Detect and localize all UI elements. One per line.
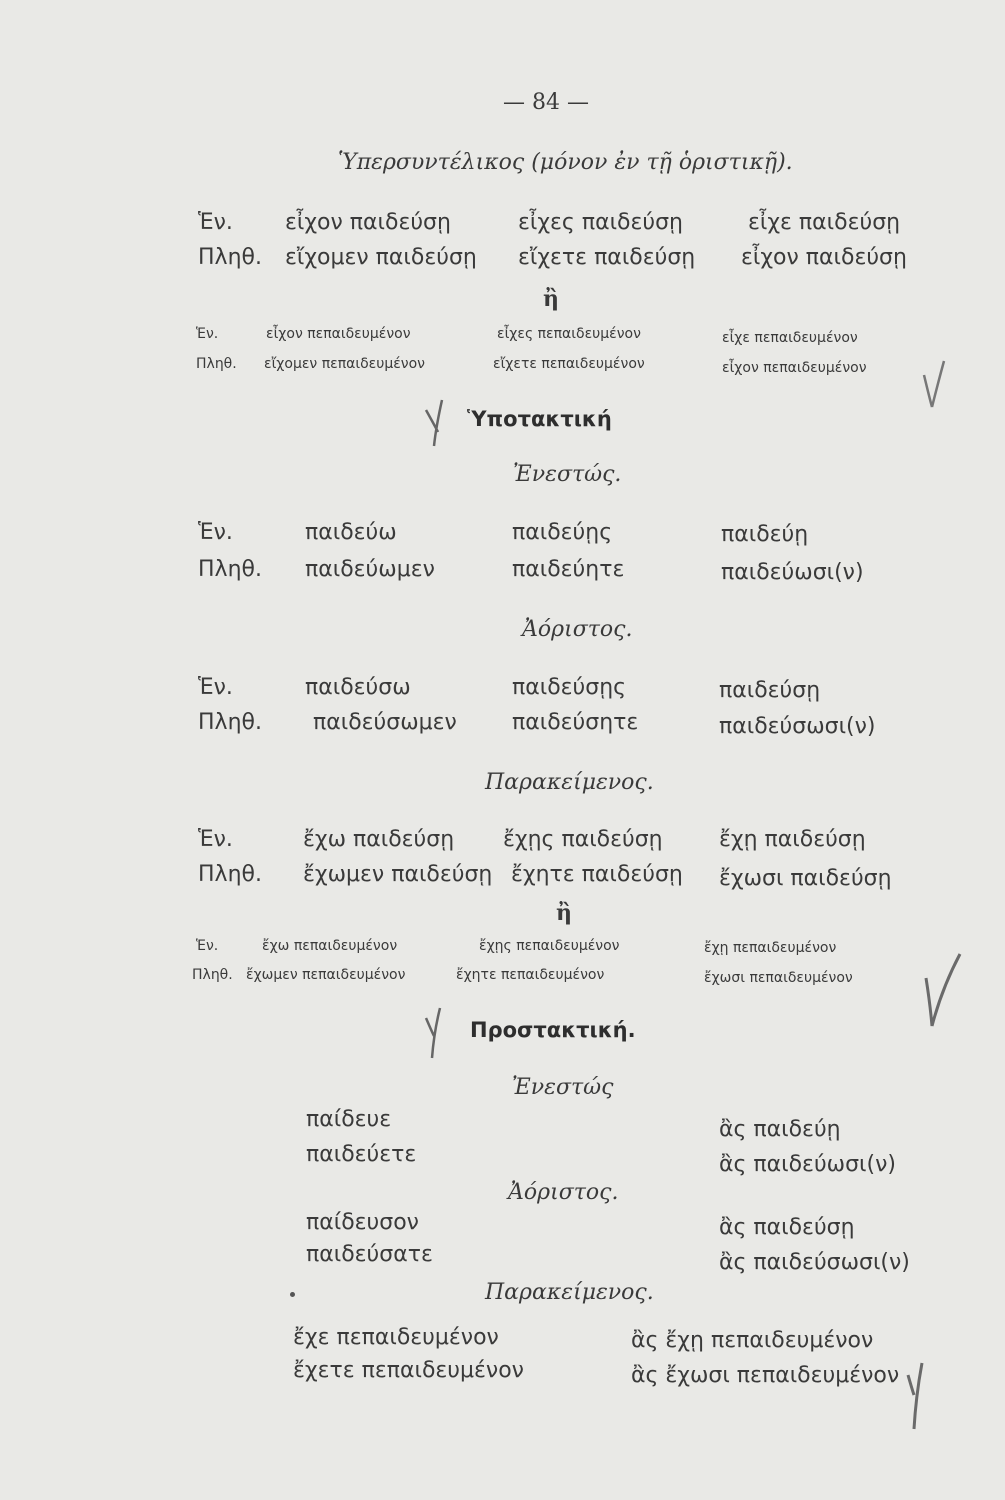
subj-present-pl-label: Πληθ. [198, 557, 262, 582]
pluperfect-alt-pl-1: εἴχομεν πεπαιδευμένον [264, 356, 426, 372]
subj-present-sg-3: παιδεύῃ [721, 522, 809, 547]
subj-perfect-alt-sg-label: Ἑν. [196, 938, 219, 954]
imp-present-left-2: παιδεύετε [306, 1142, 417, 1167]
subj-present-sg-label: Ἑν. [198, 520, 233, 545]
imp-aorist-right-2: ἂς παιδεύσωσι(ν) [719, 1250, 910, 1275]
imp-present-right-1: ἂς παιδεύῃ [719, 1117, 841, 1142]
imperative-heading: Προστακτική. [470, 1018, 636, 1042]
subj-aorist-pl-1: παιδεύσωμεν [313, 710, 457, 735]
pluperfect-sg-2: εἶχες παιδεύσῃ [518, 210, 683, 235]
pencil-check-mark [904, 1355, 930, 1435]
subj-perfect-alt-pl-3: ἔχωσι πεπαιδευμένον [704, 970, 853, 986]
subj-aorist-sg-2: παιδεύσῃς [512, 675, 627, 700]
imp-perfect-left-1: ἔχε πεπαιδευμένον [293, 1325, 499, 1350]
pluperfect-alt-sg-2: εἶχες πεπαιδευμένον [497, 326, 641, 342]
ink-speck [290, 1292, 295, 1297]
subj-present-pl-1: παιδεύωμεν [305, 557, 435, 582]
imp-present-left-1: παίδευε [306, 1107, 392, 1132]
pluperfect-pl-3: εἶχον παιδεύσῃ [741, 245, 907, 270]
subj-aorist-sg-label: Ἑν. [198, 675, 233, 700]
subj-perfect-pl-3: ἔχωσι παιδεύσῃ [719, 866, 892, 891]
pluperfect-sg-1: εἶχον παιδεύσῃ [285, 210, 451, 235]
subj-aorist-pl-label: Πληθ. [198, 710, 262, 735]
subj-perfect-sg-1: ἔχω παιδεύσῃ [303, 827, 455, 852]
subjunctive-heading: Ὑποτακτική [467, 407, 612, 431]
subj-perfect-pl-label: Πληθ. [198, 862, 262, 887]
subj-perfect-alt-pl-1: ἔχωμεν πεπαιδευμένον [246, 967, 406, 983]
pencil-check-mark [420, 1002, 450, 1062]
pencil-check-mark [420, 392, 454, 452]
pluperfect-alt-sg-label: Ἑν. [196, 326, 219, 342]
subj-perfect-alt-sg-3: ἔχῃ πεπαιδευμένον [704, 940, 837, 956]
page-number: — 84 — [503, 90, 589, 115]
imp-aorist-left-1: παίδευσον [306, 1210, 419, 1235]
pluperfect-alt-pl-3: εἶχον πεπαιδευμένον [722, 360, 867, 376]
subj-perfect-alt-pl-label: Πληθ. [192, 967, 233, 983]
imp-present-right-2: ἂς παιδεύωσι(ν) [719, 1152, 896, 1177]
pluperfect-alt-pl-2: εἴχετε πεπαιδευμένον [493, 356, 645, 372]
subj-aorist-pl-2: παιδεύσητε [512, 710, 639, 735]
pluperfect-or: ἢ [543, 286, 559, 312]
subj-perfect-pl-1: ἔχωμεν παιδεύσῃ [303, 862, 493, 887]
imp-perfect-right-2: ἂς ἔχωσι πεπαιδευμένον [631, 1363, 900, 1388]
imp-perfect-left-2: ἔχετε πεπαιδευμένον [293, 1358, 524, 1383]
subj-present-sg-1: παιδεύω [305, 520, 397, 545]
imp-aorist-left-2: παιδεύσατε [306, 1242, 433, 1267]
subj-perfect-alt-pl-2: ἔχητε πεπαιδευμένον [456, 967, 605, 983]
subj-aorist-sg-3: παιδεύσῃ [719, 678, 821, 703]
imperative-aorist-title: Ἀόριστος. [508, 1180, 619, 1205]
pencil-check-mark [920, 948, 970, 1038]
pluperfect-alt-pl-label: Πληθ. [196, 356, 237, 372]
pluperfect-pl-1: εἴχομεν παιδεύσῃ [285, 245, 477, 270]
pluperfect-alt-sg-1: εἶχον πεπαιδευμένον [266, 326, 411, 342]
subj-perfect-sg-3: ἔχῃ παιδεύσῃ [719, 827, 866, 852]
subjunctive-aorist-title: Ἀόριστος. [522, 617, 633, 642]
subj-perfect-sg-2: ἔχῃς παιδεύσῃ [503, 827, 663, 852]
subj-aorist-sg-1: παιδεύσω [305, 675, 411, 700]
imp-perfect-right-1: ἂς ἔχῃ πεπαιδευμένον [631, 1328, 874, 1353]
imperative-perfect-title: Παρακείμενος. [485, 1280, 654, 1305]
pluperfect-title: Ὑπερσυντέλικος (μόνον ἐν τῇ ὁριστικῇ). [338, 150, 793, 175]
pluperfect-pl-label: Πληθ. [198, 245, 262, 270]
imperative-present-title: Ἐνεστώς [512, 1075, 614, 1100]
subj-perfect-pl-2: ἔχητε παιδεύσῃ [511, 862, 683, 887]
pluperfect-pl-2: εἴχετε παιδεύσῃ [518, 245, 696, 270]
pencil-check-mark [918, 355, 948, 415]
subj-present-pl-3: παιδεύωσι(ν) [721, 560, 864, 585]
subjunctive-perfect-or: ἢ [556, 900, 572, 926]
pluperfect-alt-sg-3: εἶχε πεπαιδευμένον [722, 330, 858, 346]
subj-perfect-sg-label: Ἑν. [198, 827, 233, 852]
subj-aorist-pl-3: παιδεύσωσι(ν) [719, 714, 876, 739]
subjunctive-present-title: Ἐνεστώς. [513, 462, 622, 487]
subj-perfect-alt-sg-1: ἔχω πεπαιδευμένον [262, 938, 398, 954]
subj-perfect-alt-sg-2: ἔχῃς πεπαιδευμένον [479, 938, 620, 954]
subjunctive-perfect-title: Παρακείμενος. [485, 770, 654, 795]
pluperfect-sg-3: εἶχε παιδεύσῃ [748, 210, 901, 235]
pluperfect-sg-label: Ἑν. [198, 210, 233, 235]
subj-present-pl-2: παιδεύητε [512, 557, 625, 582]
imp-aorist-right-1: ἂς παιδεύσῃ [719, 1215, 855, 1240]
subj-present-sg-2: παιδεύῃς [512, 520, 613, 545]
